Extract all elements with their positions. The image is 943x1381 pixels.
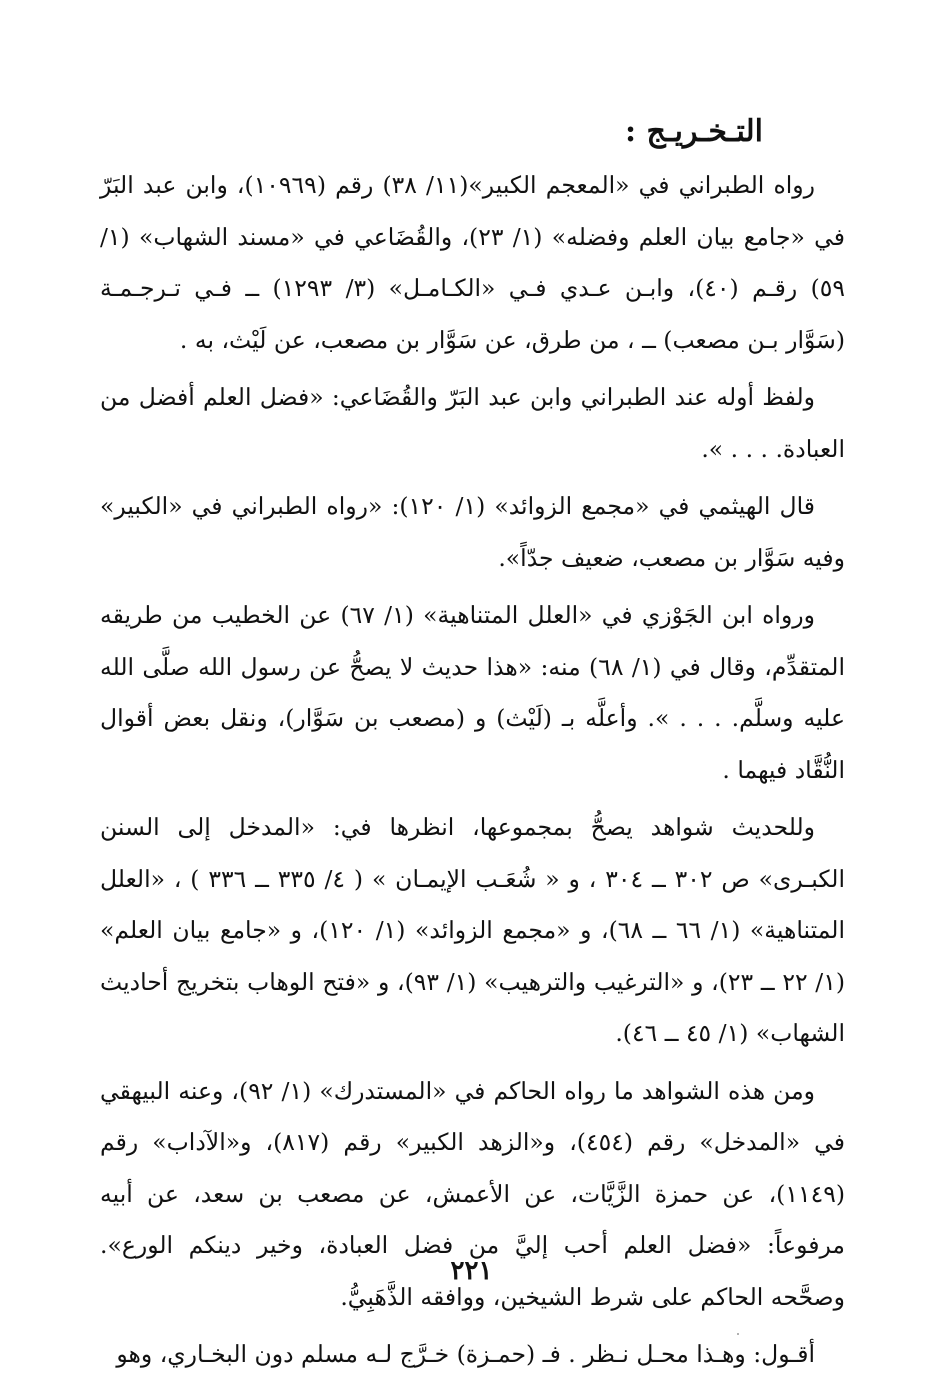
body-text [100, 160, 845, 1381]
paragraph-aqul: أقـول: وهـذا محـل نـظر . فـ (حمـزة) خـرَّج لـه مسلم دون البخـاري، وهو [116, 1340, 815, 1368]
paragraph-ibn-jawzi: ورواه ابن الجَوْزي في «العلل المتناهية» (١/ ٦٧) عن الخطيب من طريقه المتقدِّم، وقال في (١/ ٦٨) منه: «هذا حديث لا يصحُّ عن رسول الله صلَّى الله عليه وسلَّم. . . . ». وأعلَّه بـ (لَيْث) و (مصعب بن سَوَّار)، ونقل بعض أقوال النُّقَّاد فيهما . [100, 601, 845, 784]
section-heading: التـخـريـج : [624, 114, 763, 149]
paragraph-hakim: ومن هذه الشواهد ما رواه الحاكم في «المستدرك» (١/ ٩٢)، وعنه البيهقي في «المدخل» رقم (٤٥٤)، و«الزهد الكبير» رقم (٨١٧)، و«الآداب» رقم (١١٤٩)، عن حمزة الزَّيَّات، عن الأعمش، عن مصعب بن سعد، عن أبيه مرفوعاً: «فضل العلم أحب إليَّ من فضل العبادة، وخير دينكم الورع». وصحَّحه الحاكم على شرط الشيخين، ووافقه الذَّهَبِيُّ. [100, 1076, 845, 1311]
page-number: ٢٢١ [450, 1256, 493, 1286]
paragraph-shawahid: وللحديث شواهد يصحُّ بمجموعها، انظرها في: «المدخل إلى السنن الكبـرى» ص ٣٠٢ ــ ٣٠٤ ، و « شُعَـب الإيمـان » ( ٤/ ٣٣٥ ــ ٣٣٦ ) ، «العلل المتناهية» (١/ ٦٦ ــ ٦٨)، و «مجمع الزوائد» (١/ ١٢٠)، و «جامع بيان العلم» (١/ ٢٢ ــ ٢٣)، و «الترغيب والترهيب» (١/ ٩٣)، و «فتح الوهاب بتخريج أحاديث الشهاب» (١/ ٤٥ ــ ٤٦). [100, 813, 846, 1047]
scan-speck [737, 1333, 739, 1335]
paragraph-takhrij-sources: رواه الطبراني في «المعجم الكبير»(١١/ ٣٨) رقم (١٠٩٦٩)، وابن عبد البَرّ في «جامع بيان العلم وفضله» (١/ ٢٣)، والقُضَاعي في «مسند الشهاب» (١/ ٥٩) رقـم (٤٠)، وابـن عـدي فـي «الكـامـل» (٣/ ١٢٩٣) ــ فـي تـرجـمـة (سَوَّار بـن مصعب) ــ ، من طرق، عن سَوَّار بن مصعب، عن لَيْث، به . [100, 171, 845, 354]
paragraph-wording: ولفظ أوله عند الطبراني وابن عبد البَرّ والقُضَاعي: «فضل العلم أفضل من العبادة. . . . ». [100, 383, 845, 463]
paragraph-haythami: قال الهيثمي في «مجمع الزوائد» (١/ ١٢٠): «رواه الطبراني في «الكبير» وفيه سَوَّار بن مصعب، ضعيف جدّاً». [100, 492, 845, 572]
